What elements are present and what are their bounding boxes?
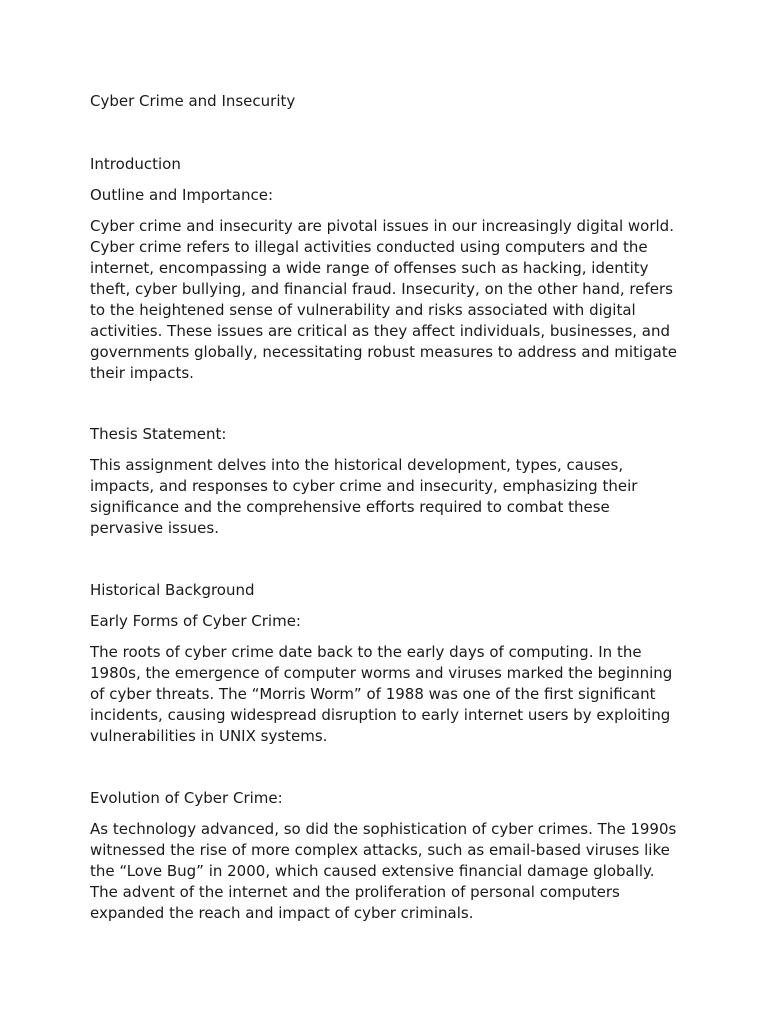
subheading-evolution: Evolution of Cyber Crime: xyxy=(90,789,283,807)
paragraph-introduction: Cyber crime and insecurity are pivotal issues in our increasingly digital world. Cyber crime refers to illegal activities conducted using computers and the internet, encompassing a wide range of offenses such as hacking, identity theft, cyber bullying, and financial fraud. Insecurity, on the other hand, refers to the heightened sense of vulnerability and risks associated with digital activities. These issues are critical as they affect individuals, businesses, and governments globally, necessitating robust measures to address and mitigate their impacts. xyxy=(90,217,677,382)
subheading-thesis-statement: Thesis Statement: xyxy=(90,425,227,443)
section-heading-historical-background: Historical Background xyxy=(90,581,255,599)
paragraph-early-forms: The roots of cyber crime date back to the early days of computing. In the 1980s, the emergence of computer worms and viruses marked the beginning of cyber threats. The “Morris Worm” of 1988 was one of the first significant incidents, causing widespread disruption to early internet users by exploiting vulnerabilities in UNIX systems. xyxy=(90,643,673,745)
document-title: Cyber Crime and Insecurity xyxy=(90,92,296,110)
subheading-early-forms: Early Forms of Cyber Crime: xyxy=(90,612,301,630)
subheading-outline-and-importance: Outline and Importance: xyxy=(90,186,274,204)
paragraph-thesis-statement: This assignment delves into the historical development, types, causes, impacts, and responses to cyber crime and insecurity, emphasizing their significance and the comprehensive efforts required to combat these pervasive issues. xyxy=(90,456,638,537)
section-heading-introduction: Introduction xyxy=(90,155,181,173)
paragraph-evolution: As technology advanced, so did the sophistication of cyber crimes. The 1990s witnessed the rise of more complex attacks, such as email-based viruses like the “Love Bug” in 2000, which caused extensive financial damage globally. The advent of the internet and the proliferation of personal computers expanded the reach and impact of cyber criminals. xyxy=(90,820,677,922)
